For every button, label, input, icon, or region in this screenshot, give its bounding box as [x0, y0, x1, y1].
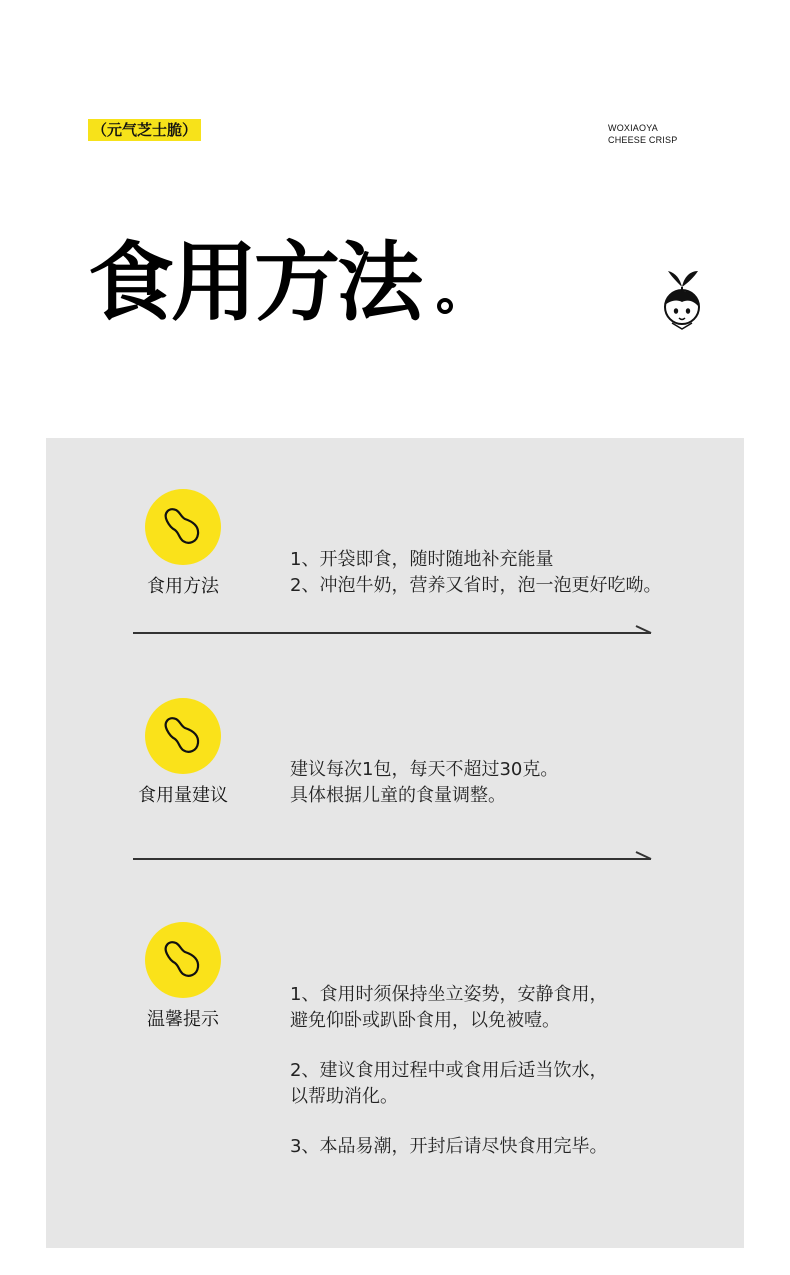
- section-text: [290, 982, 607, 1160]
- text-line: 2、冲泡牛奶，营养又省时，泡一泡更好吃呦。: [290, 575, 662, 596]
- section-badge: [145, 698, 221, 774]
- brand-line-1: WOXIAOYA: [608, 123, 658, 133]
- section-label: 食用方法: [147, 576, 219, 597]
- section-label: 温馨提示: [147, 1009, 219, 1030]
- page-title: 食用方法: [88, 233, 420, 333]
- section-label: 食用量建议: [138, 785, 228, 806]
- text-line: 建议每次1包，每天不超过30克。: [290, 759, 559, 780]
- peanut-icon: [145, 922, 221, 998]
- peanut-icon: [145, 698, 221, 774]
- section-text: [290, 547, 661, 599]
- text-line: 避免仰卧或趴卧食用，以免被噎。: [290, 1010, 560, 1031]
- text-line: 1、开袋即食，随时随地补充能量: [290, 549, 554, 570]
- product-tag: （元气芝士脆）: [88, 119, 201, 141]
- section-badge: [145, 489, 221, 565]
- peanut-icon: [145, 489, 221, 565]
- info-panel: [46, 438, 744, 1248]
- mascot-icon: [654, 265, 710, 331]
- arrow-line-icon: [133, 851, 653, 863]
- brand-line-2: CHEESE CRISP: [608, 135, 678, 145]
- text-line: 2、建议食用过程中或食用后适当饮水，: [290, 1060, 608, 1081]
- brand-name: [608, 122, 677, 146]
- section-badge: [145, 922, 221, 998]
- text-line: 以帮助消化。: [290, 1086, 398, 1107]
- section-text: [290, 757, 558, 809]
- text-line: 3、本品易潮，开封后请尽快食用完毕。: [290, 1136, 608, 1157]
- title-period-mark: [437, 298, 453, 314]
- text-line: 具体根据儿童的食量调整。: [290, 785, 506, 806]
- text-line: 1、食用时须保持坐立姿势，安静食用，: [290, 984, 608, 1005]
- arrow-line-icon: [133, 625, 653, 637]
